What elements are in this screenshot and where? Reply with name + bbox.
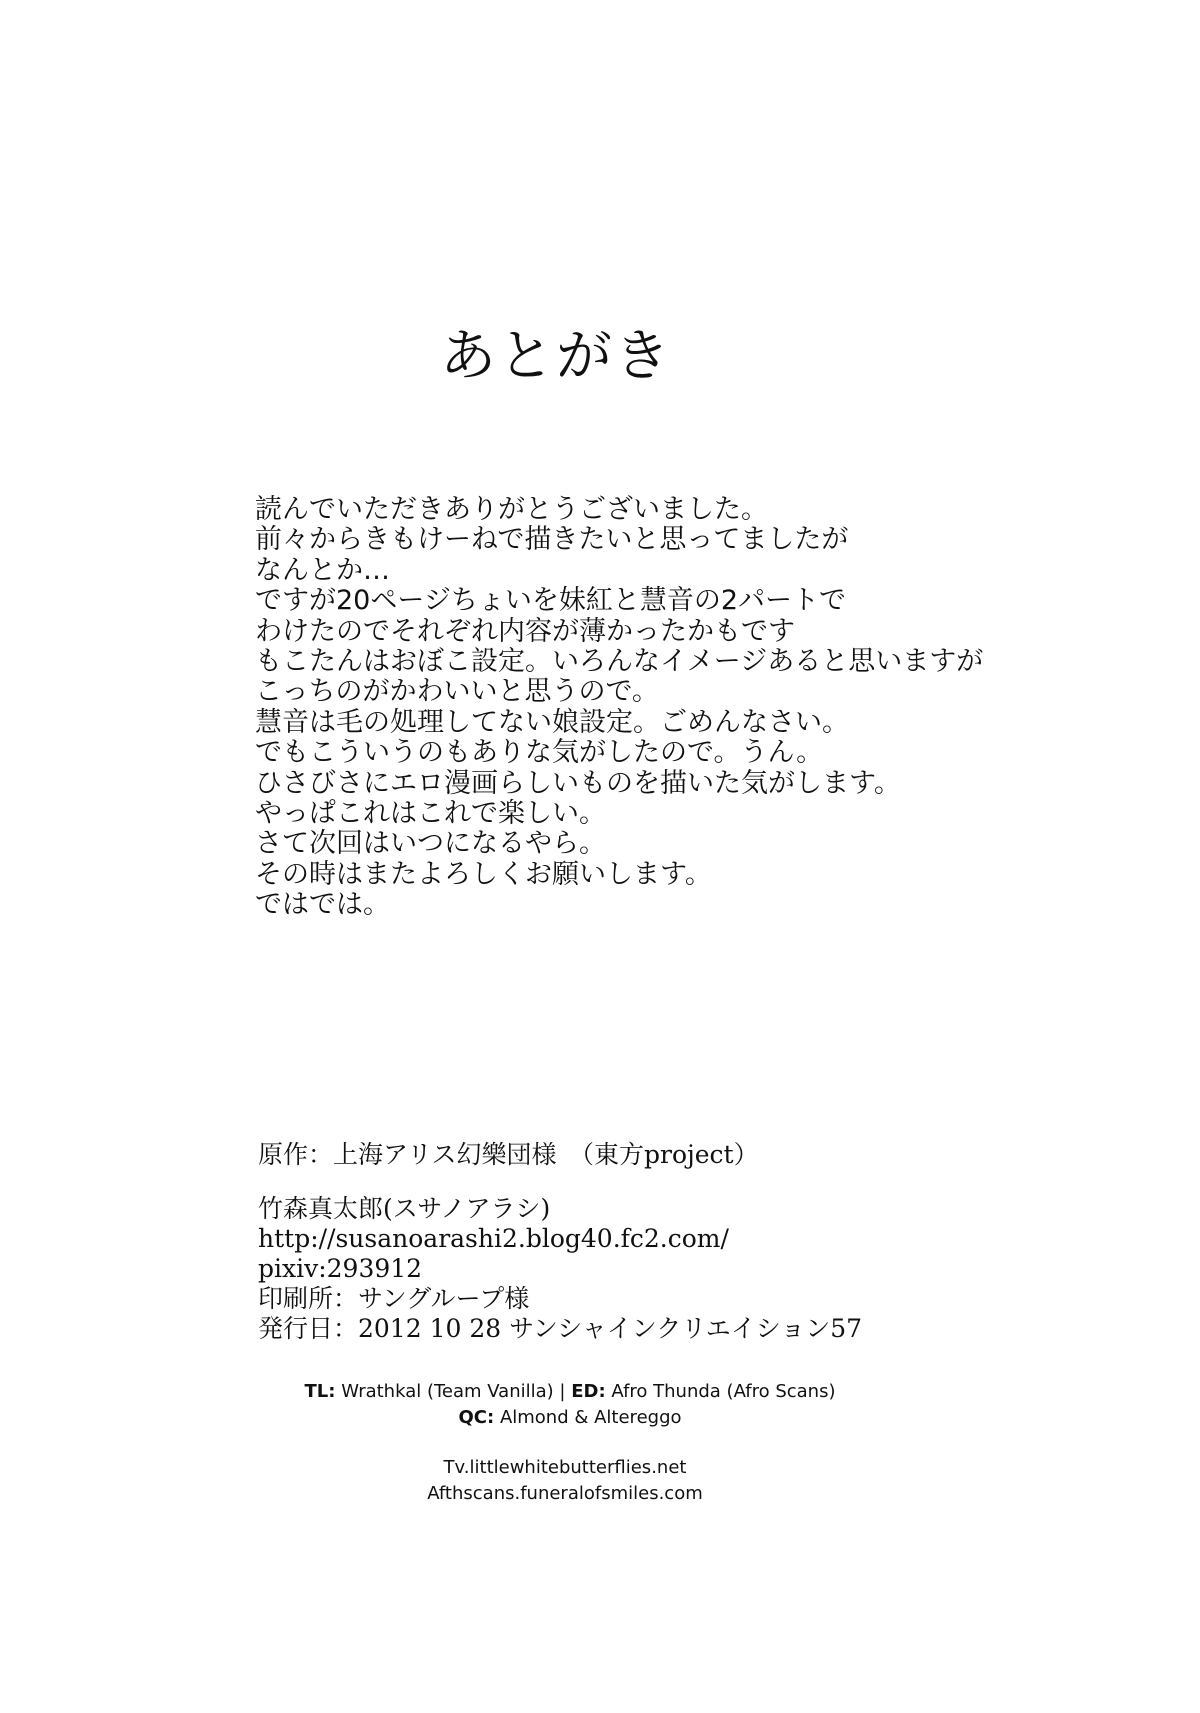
- afterword-line: 前々からきもけーねで描きたいと思ってましたが: [255, 524, 849, 556]
- afterword-line: こっちのがかわいいと思うので。: [255, 676, 659, 708]
- qc-credit-line: [260, 1405, 880, 1431]
- credit-separator: |: [559, 1381, 566, 1402]
- pixiv-line: pixiv:293912: [258, 1254, 423, 1283]
- tl-ed-credit-line: [260, 1379, 880, 1405]
- afterword-line: ひさびさにエロ漫画らしいものを描いた気がします。: [255, 767, 901, 799]
- afterword-line: その時はまたよろしくお願いします。: [255, 858, 712, 890]
- scanlation-credits: [260, 1379, 880, 1431]
- site-link[interactable]: Tv.littlewhitebutterflies.net: [443, 1457, 687, 1478]
- colophon: [258, 1140, 1018, 1344]
- afterword-line: ではでは。: [255, 889, 390, 921]
- site-link[interactable]: Afthscans.funeralofsmiles.com: [427, 1483, 703, 1504]
- afterword-line: もこたんはおぼこ設定。いろんなイメージあると思いますが: [255, 646, 984, 678]
- afterword-text: [255, 495, 1015, 921]
- ed-value: Afro Thunda (Afro Scans): [611, 1381, 836, 1402]
- afterword-line: わけたのでそれぞれ内容が薄かったかもです: [255, 615, 795, 647]
- afterword-line: 慧音は毛の処理してない娘設定。ごめんなさい。: [255, 706, 849, 738]
- website-link[interactable]: http://susanoarashi2.blog40.fc2.com/: [258, 1224, 729, 1253]
- page-title: あとがき: [440, 324, 672, 389]
- tl-label: TL:: [304, 1381, 336, 1402]
- afterword-line: 読んでいただきありがとうございました。: [255, 494, 768, 525]
- printer-line: 印刷所：サングループ様: [258, 1284, 530, 1313]
- ed-label: ED:: [571, 1381, 606, 1402]
- qc-label: QC:: [458, 1407, 495, 1428]
- scanlator-sites: [390, 1455, 740, 1507]
- author-line: 竹森真太郎(スサノアラシ): [258, 1194, 551, 1223]
- afterword-line: なんとか…: [255, 554, 390, 586]
- afterword-line: でもこういうのもありな気がしたので。うん。: [255, 737, 824, 769]
- afterword-line: やっぱこれはこれで楽しい。: [255, 798, 606, 830]
- original-work-line: 原作：上海アリス幻樂団様 （東方project）: [258, 1140, 759, 1169]
- afterword-line: さて次回はいつになるやら。: [255, 828, 606, 860]
- qc-value: Almond & Altereggo: [499, 1407, 682, 1428]
- publish-date-line: 発行日：2012 10 28 サンシャインクリエイション57: [258, 1314, 863, 1343]
- tl-value: Wrathkal (Team Vanilla): [341, 1381, 554, 1402]
- afterword-line: ですが20ページちょいを妹紅と慧音の2パートで: [255, 585, 846, 617]
